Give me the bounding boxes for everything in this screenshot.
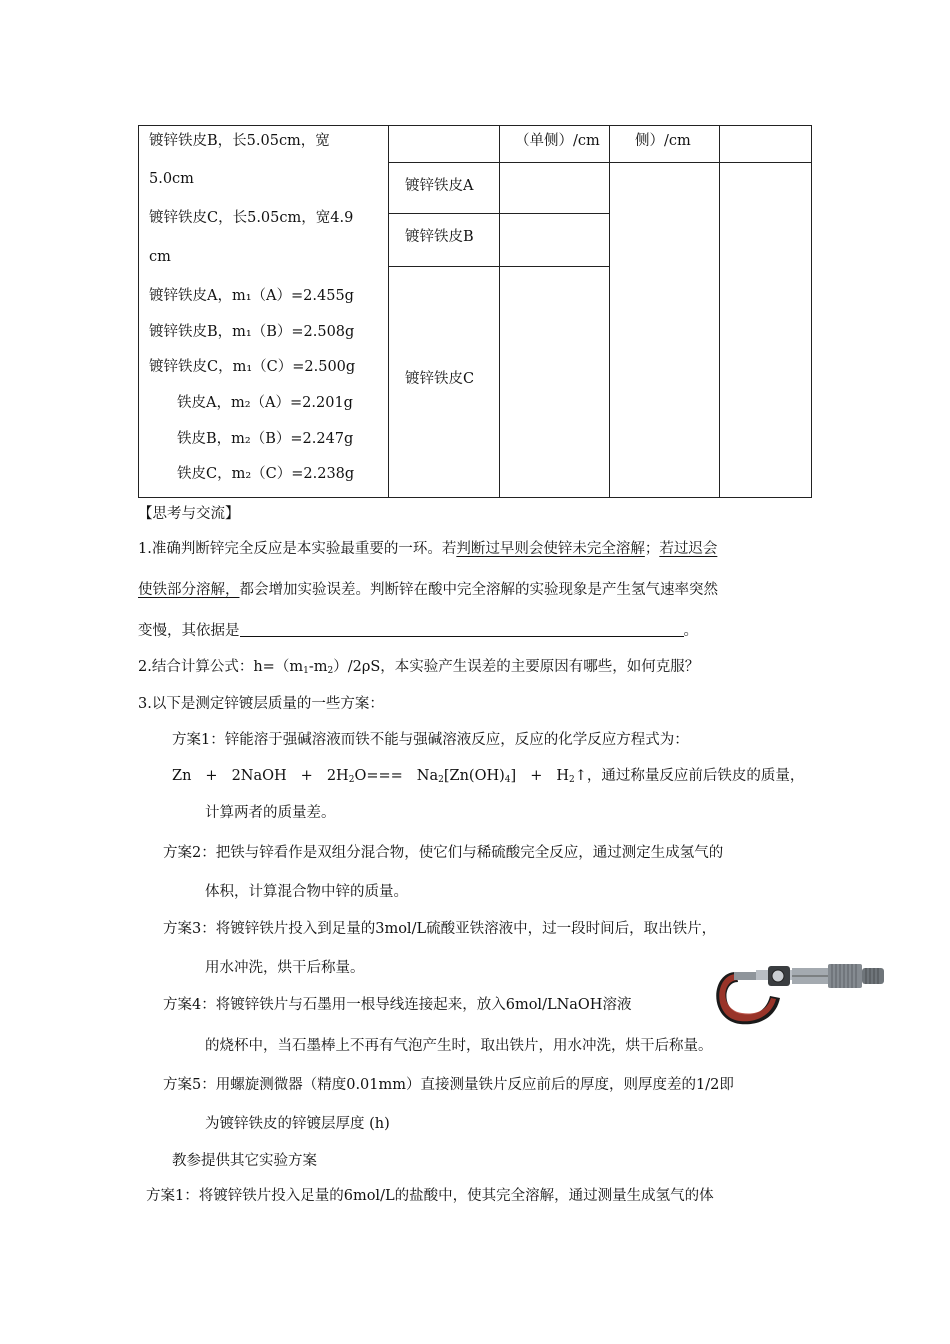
answer-blank[interactable] [240,620,684,637]
equation-plus: + [530,768,543,784]
table-col1-line: 5.0cm [149,171,194,187]
table-hline [388,213,609,214]
text-span: O=== [354,768,403,784]
text-span: 。 [683,623,698,639]
plan-1-line: 方案1：锌能溶于强碱溶液而铁不能与强碱溶液反应，反应的化学反应方程式为： [172,732,689,748]
equation-term [556,764,804,785]
table-vline [499,126,500,497]
plan-4-line: 的烧杯中，当石墨棒上不再有气泡产生时，取出铁片，用水冲洗，烘干后称量。 [205,1038,713,1054]
table-hline [388,162,811,163]
text-span: 1.准确判断锌完全反应是本实验最重要的一环。若 [138,541,457,557]
underlined-text: 若过迟会 [659,541,718,557]
question-1-line [138,619,698,640]
text-span: 变慢，其依据是 [138,623,240,639]
subscript: 2 [438,775,444,785]
plan-3-line: 方案3：将镀锌铁片投入到足量的3mol/L硫酸亚铁溶液中，过一段时间后，取出铁片， [163,921,717,937]
table-header-cell: 侧）/cm [635,133,691,149]
reference-plan-1-line: 方案1：将镀锌铁片投入足量的6mol/L的盐酸中，使其完全溶解，通过测量生成氢气的体 [146,1188,714,1204]
table-vline [609,126,610,497]
data-table [138,125,812,498]
text-span: ； [644,541,660,557]
table-col1-line: 镀锌铁皮C，长5.05cm，宽4.9 [149,210,354,226]
subscript: 2 [348,775,355,785]
equation-plus: + [205,768,218,784]
plan-3-line: 用水冲洗，烘干后称量。 [205,960,365,976]
subscript: 4 [504,775,511,785]
plan-1-line: 计算两者的质量差。 [205,805,336,821]
text-span: [Zn(OH) [443,768,505,784]
equation-term: 2NaOH [231,768,287,784]
question-1-line [138,537,717,558]
table-col1-line: 镀锌铁皮C，m₁（C）=2.500g [149,359,356,375]
table-col1-line: 镀锌铁皮B，长5.05cm，宽 [149,133,330,149]
table-col1-line: cm [149,249,171,265]
subscript: 2 [327,666,334,676]
micrometer-icon [706,958,890,1032]
underlined-text: 使铁部分溶解， [138,582,240,598]
table-vline [388,126,389,497]
section-title: 【思考与交流】 [138,506,240,522]
table-hline [388,266,609,267]
plan-2-line: 体积，计算混合物中锌的质量。 [205,884,408,900]
text-span: -m [308,659,328,675]
text-span: ）/2ρS，本实验产生误差的主要原因有哪些，如何克服？ [333,659,700,675]
text-span: 都会增加实验误差。判断锌在酸中完全溶解的实验现象是产生氢气速率突然 [239,582,718,598]
underlined-text: 判断过早则会使锌未完全溶解 [456,541,645,557]
table-col1-line: 镀锌铁皮A，m₁（A）=2.455g [149,288,354,304]
equation-term: Zn [172,768,192,784]
table-col1-line: 铁皮C，m₂（C）=2.238g [177,466,355,482]
subscript: 1 [303,666,309,676]
question-1-line [138,578,718,599]
table-row-label: 镀锌铁皮B [405,229,474,245]
subscript: 2 [569,775,575,785]
plan-5-line: 为镀锌铁皮的锌镀层厚度 (h) [205,1116,390,1132]
text-span: ] [510,768,517,784]
plan-4-line: 方案4：将镀锌铁片与石墨用一根导线连接起来，放入6mol/LNaOH溶液 [163,997,632,1013]
text-span: Na [416,768,439,784]
table-row-label: 镀锌铁皮C [405,371,475,387]
text-span: ↑，通过称量反应前后铁皮的质量， [574,768,805,784]
table-col1-line: 铁皮A，m₂（A）=2.201g [177,395,353,411]
equation-term [327,768,403,785]
table-vline [719,126,720,497]
plan-2-line: 方案2：把铁与锌看作是双组分混合物，使它们与稀硫酸完全反应，通过测定生成氢气的 [163,845,724,861]
reference-title: 教参提供其它实验方案 [172,1153,317,1169]
table-header-cell: （单侧）/cm [515,133,600,149]
table-col1-line: 铁皮B，m₂（B）=2.247g [177,431,354,447]
text-span: H [556,768,569,784]
equation-term [417,768,516,785]
text-span: 2H [326,768,349,784]
text-span: 2.结合计算公式：h=（m [138,659,304,675]
plan-1-equation [172,764,804,785]
plan-5-line: 方案5：用螺旋测微器（精度0.01mm）直接测量铁片反应前后的厚度，则厚度差的1/2即 [163,1077,734,1093]
table-row-label: 镀锌铁皮A [405,178,474,194]
question-2 [138,655,699,676]
question-3: 3.以下是测定锌镀层质量的一些方案： [138,696,384,712]
equation-plus: + [300,768,313,784]
table-col1-line: 镀锌铁皮B，m₁（B）=2.508g [149,324,355,340]
